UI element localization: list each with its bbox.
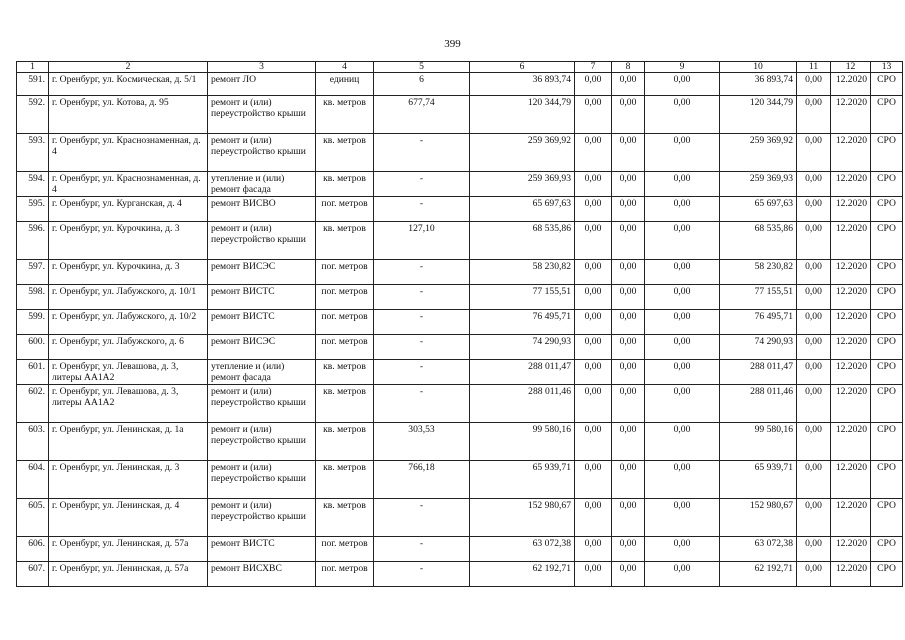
fund-cell: 0,00 — [645, 310, 720, 335]
address-cell: г. Оренбург, ул. Левашова, д. 3, литеры АА1А2 — [49, 360, 208, 385]
table-row — [17, 461, 903, 499]
volume-cell: - — [374, 134, 470, 172]
column-header: 12 — [831, 62, 871, 73]
owner-funds-cell: 36 893,74 — [720, 73, 797, 96]
row-number-cell: 595. — [17, 197, 49, 222]
row-number-cell: 601. — [17, 360, 49, 385]
fund-cell: 0,00 — [612, 310, 645, 335]
fund-cell: 0,00 — [797, 499, 831, 537]
total-cost-cell: 152 980,67 — [470, 499, 575, 537]
work-type-cell: ремонт и (или) переустройство крыши — [208, 423, 316, 461]
source-cell: СРО — [871, 134, 903, 172]
address-cell: г. Оренбург, ул. Краснознаменная, д. 4 — [49, 134, 208, 172]
fund-cell: 0,00 — [575, 172, 612, 197]
fund-cell: 0,00 — [612, 385, 645, 423]
address-cell: г. Оренбург, ул. Левашова, д. 3, литеры АА1А2 — [49, 385, 208, 423]
table-row — [17, 260, 903, 285]
source-cell: СРО — [871, 172, 903, 197]
deadline-cell: 12.2020 — [831, 222, 871, 260]
work-type-cell: ремонт ЛО — [208, 73, 316, 96]
volume-cell: 677,74 — [374, 96, 470, 134]
volume-cell: - — [374, 360, 470, 385]
fund-cell: 0,00 — [612, 96, 645, 134]
unit-cell: пог. метров — [316, 197, 374, 222]
unit-cell: кв. метров — [316, 423, 374, 461]
address-cell: г. Оренбург, ул. Лабужского, д. 10/1 — [49, 285, 208, 310]
column-header: 10 — [720, 62, 797, 73]
owner-funds-cell: 68 535,86 — [720, 222, 797, 260]
row-number-cell: 607. — [17, 562, 49, 587]
fund-cell: 0,00 — [575, 360, 612, 385]
column-header: 9 — [645, 62, 720, 73]
volume-cell: - — [374, 499, 470, 537]
address-cell: г. Оренбург, ул. Ленинская, д. 57а — [49, 537, 208, 562]
table-row — [17, 222, 903, 260]
unit-cell: кв. метров — [316, 461, 374, 499]
row-number-cell: 598. — [17, 285, 49, 310]
fund-cell: 0,00 — [575, 197, 612, 222]
fund-cell: 0,00 — [575, 285, 612, 310]
column-header: 2 — [49, 62, 208, 73]
owner-funds-cell: 288 011,47 — [720, 360, 797, 385]
row-number-cell: 603. — [17, 423, 49, 461]
unit-cell: кв. метров — [316, 96, 374, 134]
fund-cell: 0,00 — [645, 197, 720, 222]
fund-cell: 0,00 — [612, 335, 645, 360]
row-number-cell: 602. — [17, 385, 49, 423]
address-cell: г. Оренбург, ул. Ленинская, д. 1а — [49, 423, 208, 461]
source-cell: СРО — [871, 73, 903, 96]
volume-cell: - — [374, 335, 470, 360]
table-row — [17, 172, 903, 197]
unit-cell: пог. метров — [316, 310, 374, 335]
volume-cell: - — [374, 562, 470, 587]
fund-cell: 0,00 — [612, 172, 645, 197]
total-cost-cell: 120 344,79 — [470, 96, 575, 134]
deadline-cell: 12.2020 — [831, 172, 871, 197]
volume-cell: 127,10 — [374, 222, 470, 260]
source-cell: СРО — [871, 310, 903, 335]
total-cost-cell: 288 011,46 — [470, 385, 575, 423]
work-type-cell: ремонт и (или) переустройство крыши — [208, 499, 316, 537]
table-row — [17, 499, 903, 537]
deadline-cell: 12.2020 — [831, 335, 871, 360]
fund-cell: 0,00 — [575, 222, 612, 260]
header-row — [17, 62, 903, 73]
fund-cell: 0,00 — [575, 310, 612, 335]
fund-cell: 0,00 — [797, 461, 831, 499]
total-cost-cell: 63 072,38 — [470, 537, 575, 562]
deadline-cell: 12.2020 — [831, 260, 871, 285]
fund-cell: 0,00 — [645, 385, 720, 423]
table-row — [17, 335, 903, 360]
unit-cell: единиц — [316, 73, 374, 96]
fund-cell: 0,00 — [575, 423, 612, 461]
owner-funds-cell: 74 290,93 — [720, 335, 797, 360]
unit-cell: кв. метров — [316, 222, 374, 260]
deadline-cell: 12.2020 — [831, 285, 871, 310]
fund-cell: 0,00 — [797, 96, 831, 134]
work-type-cell: ремонт ВИСТС — [208, 310, 316, 335]
volume-cell: - — [374, 197, 470, 222]
table-row — [17, 197, 903, 222]
address-cell: г. Оренбург, ул. Краснознаменная, д. 4 — [49, 172, 208, 197]
work-type-cell: ремонт и (или) переустройство крыши — [208, 222, 316, 260]
owner-funds-cell: 259 369,93 — [720, 172, 797, 197]
source-cell: СРО — [871, 360, 903, 385]
fund-cell: 0,00 — [612, 562, 645, 587]
fund-cell: 0,00 — [645, 360, 720, 385]
column-header: 7 — [575, 62, 612, 73]
work-type-cell: утепление и (или) ремонт фасада — [208, 172, 316, 197]
column-header: 11 — [797, 62, 831, 73]
address-cell: г. Оренбург, ул. Курганская, д. 4 — [49, 197, 208, 222]
column-header: 13 — [871, 62, 903, 73]
row-number-cell: 599. — [17, 310, 49, 335]
table-row — [17, 562, 903, 587]
source-cell: СРО — [871, 335, 903, 360]
work-type-cell: ремонт ВИСЭС — [208, 335, 316, 360]
address-cell: г. Оренбург, ул. Лабужского, д. 10/2 — [49, 310, 208, 335]
address-cell: г. Оренбург, ул. Космическая, д. 5/1 — [49, 73, 208, 96]
unit-cell: пог. метров — [316, 285, 374, 310]
owner-funds-cell: 288 011,46 — [720, 385, 797, 423]
total-cost-cell: 62 192,71 — [470, 562, 575, 587]
row-number-cell: 605. — [17, 499, 49, 537]
work-type-cell: ремонт и (или) переустройство крыши — [208, 134, 316, 172]
page-number: 399 — [444, 38, 461, 50]
fund-cell: 0,00 — [797, 73, 831, 96]
row-number-cell: 593. — [17, 134, 49, 172]
fund-cell: 0,00 — [645, 285, 720, 310]
owner-funds-cell: 120 344,79 — [720, 96, 797, 134]
deadline-cell: 12.2020 — [831, 537, 871, 562]
work-type-cell: ремонт ВИСТС — [208, 537, 316, 562]
work-type-cell: ремонт ВИСЭС — [208, 260, 316, 285]
volume-cell: - — [374, 172, 470, 197]
total-cost-cell: 259 369,93 — [470, 172, 575, 197]
unit-cell: пог. метров — [316, 335, 374, 360]
fund-cell: 0,00 — [612, 499, 645, 537]
total-cost-cell: 65 939,71 — [470, 461, 575, 499]
fund-cell: 0,00 — [575, 461, 612, 499]
deadline-cell: 12.2020 — [831, 197, 871, 222]
row-number-cell: 594. — [17, 172, 49, 197]
work-type-cell: утепление и (или) ремонт фасада — [208, 360, 316, 385]
table-row — [17, 385, 903, 423]
fund-cell: 0,00 — [797, 134, 831, 172]
work-type-cell: ремонт ВИСТС — [208, 285, 316, 310]
fund-cell: 0,00 — [645, 73, 720, 96]
unit-cell: пог. метров — [316, 537, 374, 562]
fund-cell: 0,00 — [612, 134, 645, 172]
fund-cell: 0,00 — [575, 96, 612, 134]
fund-cell: 0,00 — [575, 499, 612, 537]
fund-cell: 0,00 — [645, 537, 720, 562]
fund-cell: 0,00 — [797, 310, 831, 335]
owner-funds-cell: 76 495,71 — [720, 310, 797, 335]
fund-cell: 0,00 — [612, 423, 645, 461]
owner-funds-cell: 77 155,51 — [720, 285, 797, 310]
fund-cell: 0,00 — [575, 335, 612, 360]
total-cost-cell: 74 290,93 — [470, 335, 575, 360]
source-cell: СРО — [871, 96, 903, 134]
fund-cell: 0,00 — [575, 562, 612, 587]
total-cost-cell: 99 580,16 — [470, 423, 575, 461]
repair-registry-table — [16, 61, 903, 587]
address-cell: г. Оренбург, ул. Курочкина, д. 3 — [49, 222, 208, 260]
source-cell: СРО — [871, 222, 903, 260]
total-cost-cell: 58 230,82 — [470, 260, 575, 285]
deadline-cell: 12.2020 — [831, 73, 871, 96]
source-cell: СРО — [871, 562, 903, 587]
total-cost-cell: 76 495,71 — [470, 310, 575, 335]
owner-funds-cell: 152 980,67 — [720, 499, 797, 537]
unit-cell: кв. метров — [316, 499, 374, 537]
unit-cell: кв. метров — [316, 385, 374, 423]
unit-cell: пог. метров — [316, 260, 374, 285]
work-type-cell: ремонт ВИСХВС — [208, 562, 316, 587]
row-number-cell: 591. — [17, 73, 49, 96]
fund-cell: 0,00 — [612, 222, 645, 260]
owner-funds-cell: 63 072,38 — [720, 537, 797, 562]
fund-cell: 0,00 — [612, 285, 645, 310]
column-header: 3 — [208, 62, 316, 73]
table-row — [17, 73, 903, 96]
unit-cell: кв. метров — [316, 360, 374, 385]
row-number-cell: 597. — [17, 260, 49, 285]
fund-cell: 0,00 — [575, 537, 612, 562]
source-cell: СРО — [871, 461, 903, 499]
fund-cell: 0,00 — [645, 461, 720, 499]
unit-cell: пог. метров — [316, 562, 374, 587]
address-cell: г. Оренбург, ул. Курочкина, д. 3 — [49, 260, 208, 285]
fund-cell: 0,00 — [612, 461, 645, 499]
total-cost-cell: 36 893,74 — [470, 73, 575, 96]
unit-cell: кв. метров — [316, 172, 374, 197]
column-header: 5 — [374, 62, 470, 73]
deadline-cell: 12.2020 — [831, 134, 871, 172]
total-cost-cell: 259 369,92 — [470, 134, 575, 172]
table-row — [17, 96, 903, 134]
source-cell: СРО — [871, 423, 903, 461]
table-row — [17, 423, 903, 461]
row-number-cell: 604. — [17, 461, 49, 499]
fund-cell: 0,00 — [797, 562, 831, 587]
fund-cell: 0,00 — [645, 260, 720, 285]
work-type-cell: ремонт и (или) переустройство крыши — [208, 461, 316, 499]
volume-cell: - — [374, 537, 470, 562]
total-cost-cell: 68 535,86 — [470, 222, 575, 260]
fund-cell: 0,00 — [612, 360, 645, 385]
source-cell: СРО — [871, 385, 903, 423]
fund-cell: 0,00 — [797, 385, 831, 423]
volume-cell: - — [374, 285, 470, 310]
fund-cell: 0,00 — [612, 197, 645, 222]
owner-funds-cell: 65 939,71 — [720, 461, 797, 499]
owner-funds-cell: 259 369,92 — [720, 134, 797, 172]
fund-cell: 0,00 — [575, 385, 612, 423]
fund-cell: 0,00 — [797, 285, 831, 310]
row-number-cell: 596. — [17, 222, 49, 260]
row-number-cell: 600. — [17, 335, 49, 360]
volume-cell: 6 — [374, 73, 470, 96]
volume-cell: - — [374, 385, 470, 423]
fund-cell: 0,00 — [575, 260, 612, 285]
fund-cell: 0,00 — [645, 335, 720, 360]
table-row — [17, 285, 903, 310]
fund-cell: 0,00 — [645, 134, 720, 172]
address-cell: г. Оренбург, ул. Ленинская, д. 4 — [49, 499, 208, 537]
fund-cell: 0,00 — [645, 96, 720, 134]
table-row — [17, 537, 903, 562]
fund-cell: 0,00 — [645, 562, 720, 587]
work-type-cell: ремонт и (или) переустройство крыши — [208, 385, 316, 423]
volume-cell: 766,18 — [374, 461, 470, 499]
deadline-cell: 12.2020 — [831, 310, 871, 335]
total-cost-cell: 65 697,63 — [470, 197, 575, 222]
column-header: 4 — [316, 62, 374, 73]
unit-cell: кв. метров — [316, 134, 374, 172]
fund-cell: 0,00 — [612, 537, 645, 562]
fund-cell: 0,00 — [797, 423, 831, 461]
owner-funds-cell: 58 230,82 — [720, 260, 797, 285]
column-header: 1 — [17, 62, 49, 73]
address-cell: г. Оренбург, ул. Ленинская, д. 3 — [49, 461, 208, 499]
owner-funds-cell: 99 580,16 — [720, 423, 797, 461]
deadline-cell: 12.2020 — [831, 385, 871, 423]
fund-cell: 0,00 — [797, 537, 831, 562]
column-header: 6 — [470, 62, 575, 73]
fund-cell: 0,00 — [797, 260, 831, 285]
work-type-cell: ремонт ВИСВО — [208, 197, 316, 222]
fund-cell: 0,00 — [797, 222, 831, 260]
deadline-cell: 12.2020 — [831, 461, 871, 499]
volume-cell: - — [374, 260, 470, 285]
source-cell: СРО — [871, 260, 903, 285]
total-cost-cell: 288 011,47 — [470, 360, 575, 385]
table-row — [17, 134, 903, 172]
table-body — [17, 73, 903, 587]
fund-cell: 0,00 — [575, 134, 612, 172]
fund-cell: 0,00 — [575, 73, 612, 96]
table-row — [17, 310, 903, 335]
source-cell: СРО — [871, 537, 903, 562]
address-cell: г. Оренбург, ул. Ленинская, д. 57а — [49, 562, 208, 587]
deadline-cell: 12.2020 — [831, 96, 871, 134]
deadline-cell: 12.2020 — [831, 562, 871, 587]
fund-cell: 0,00 — [797, 197, 831, 222]
deadline-cell: 12.2020 — [831, 360, 871, 385]
address-cell: г. Оренбург, ул. Лабужского, д. 6 — [49, 335, 208, 360]
total-cost-cell: 77 155,51 — [470, 285, 575, 310]
address-cell: г. Оренбург, ул. Котова, д. 95 — [49, 96, 208, 134]
fund-cell: 0,00 — [645, 499, 720, 537]
source-cell: СРО — [871, 197, 903, 222]
column-header: 8 — [612, 62, 645, 73]
fund-cell: 0,00 — [645, 222, 720, 260]
row-number-cell: 592. — [17, 96, 49, 134]
fund-cell: 0,00 — [797, 335, 831, 360]
fund-cell: 0,00 — [797, 360, 831, 385]
owner-funds-cell: 65 697,63 — [720, 197, 797, 222]
fund-cell: 0,00 — [797, 172, 831, 197]
fund-cell: 0,00 — [645, 172, 720, 197]
deadline-cell: 12.2020 — [831, 423, 871, 461]
fund-cell: 0,00 — [612, 260, 645, 285]
source-cell: СРО — [871, 285, 903, 310]
volume-cell: 303,53 — [374, 423, 470, 461]
row-number-cell: 606. — [17, 537, 49, 562]
fund-cell: 0,00 — [645, 423, 720, 461]
work-type-cell: ремонт и (или) переустройство крыши — [208, 96, 316, 134]
deadline-cell: 12.2020 — [831, 499, 871, 537]
owner-funds-cell: 62 192,71 — [720, 562, 797, 587]
fund-cell: 0,00 — [612, 73, 645, 96]
volume-cell: - — [374, 310, 470, 335]
source-cell: СРО — [871, 499, 903, 537]
table-row — [17, 360, 903, 385]
